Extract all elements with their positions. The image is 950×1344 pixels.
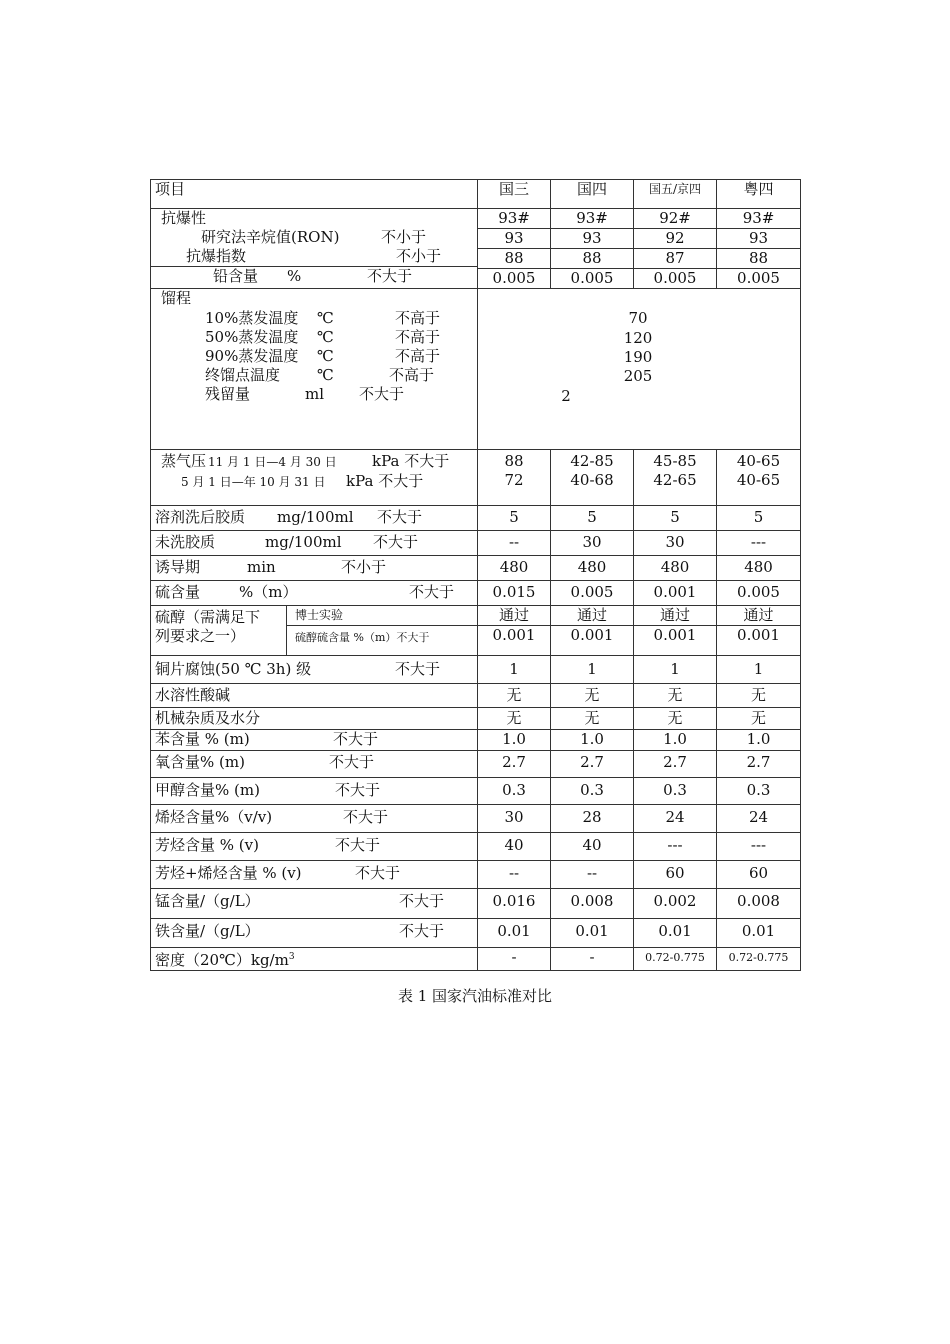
dist-end-unit: ℃ [317,366,334,384]
vapor-unit-2: kPa 不大于 [346,472,424,490]
residue-limit: 不大于 [359,385,405,403]
table-row-sulfur [151,581,801,606]
residue-value: 2 [561,387,571,405]
vapor-winter-value: 88 [504,452,524,470]
dist-end-value: 205 [623,367,653,385]
manganese-value: 0.002 [634,889,717,919]
mercaptan-content-value: 0.001 [478,625,550,645]
table-row-arom-olefin [151,861,801,889]
ron-label: 研究法辛烷值(RON) [201,228,340,246]
header-col-guo5: 国五/京四 [634,180,717,209]
doctor-test-value: 通过 [499,606,530,624]
oxygen-label: 氧含量% (m) [155,753,245,771]
ron-value: 93 [551,228,633,248]
ron-value: 93 [478,228,550,248]
density-value: 0.72-0.775 [717,948,801,971]
gum-unwashed-label: 未洗胶质 [155,533,216,551]
manganese-limit: 不大于 [399,892,445,910]
induction-value: 480 [634,556,717,581]
dist-end-label: 终馏点温度 [205,366,281,384]
mercaptan-content-value: 0.001 [551,625,633,645]
iron-label: 铁含量/（g/L） [155,922,260,940]
benzene-value: 1.0 [717,730,801,751]
dist-50-unit: ℃ [317,328,334,346]
lead-value: 0.005 [717,268,800,288]
density-value: - [551,948,634,971]
lead-unit: % [287,267,302,285]
dist-10-label: 10%蒸发温度 [205,309,299,327]
sulfur-unit: %（m） [239,583,298,601]
dist-90-limit: 不高于 [395,347,441,365]
lead-label: 铅含量 [213,267,259,285]
doctor-test-value: 通过 [660,606,691,624]
header-col-guo4: 国四 [551,180,634,209]
doctor-test-value: 通过 [743,606,774,624]
doctor-test-label: 博士实验 [295,608,344,622]
table-row-density [151,948,801,971]
impurity-label: 机械杂质及水分 [151,708,478,730]
lead-value: 0.005 [478,268,550,288]
iron-limit: 不大于 [399,922,445,940]
lead-limit: 不大于 [367,267,413,285]
gum-washed-value: 5 [717,506,801,531]
aromatic-limit: 不大于 [335,836,381,854]
aromatic-label: 芳烃含量 % (v) [155,836,259,854]
density-unit-exponent: 3 [288,952,295,962]
impurity-value: 无 [717,708,801,730]
iron-value: 0.01 [717,919,801,948]
mercaptan-label-line2: 列要求之一） [155,627,246,645]
induction-value: 480 [478,556,551,581]
antiknock-title: 抗爆性 [161,209,207,227]
gum-unwashed-limit: 不大于 [373,533,419,551]
sulfur-value: 0.005 [551,581,634,606]
dist-90-value: 190 [623,348,653,366]
doctor-test-value: 通过 [577,606,608,624]
gum-washed-label: 溶剂洗后胶质 [155,508,246,526]
table-row-gum-washed [151,506,801,531]
dist-10-limit: 不高于 [395,309,441,327]
aromatic-value: 40 [551,833,634,861]
oxygen-value: 2.7 [717,751,801,778]
lead-value: 0.005 [551,268,633,288]
distillation-label-cell [151,289,478,450]
gasoline-standard-table [150,179,801,971]
arom-olefin-limit: 不大于 [355,864,401,882]
residue-label: 残留量 [205,385,251,403]
table-row-antiknock [151,209,801,289]
table-caption: 表 1 国家汽油标准对比 [397,987,553,1005]
copper-value: 1 [551,656,634,684]
density-value: - [478,948,551,971]
olefin-value: 24 [717,805,801,833]
density-value: 0.72-0.775 [634,948,717,971]
aromatic-value: 40 [478,833,551,861]
header-col-yue4: 粤四 [717,180,801,209]
gum-washed-value: 5 [551,506,634,531]
vapor-label-cell [151,450,478,506]
sulfur-value: 0.005 [717,581,801,606]
olefin-label: 烯烃含量%（v/v) [155,808,273,826]
vapor-period1: 11 月 1 日—4 月 30 日 [208,455,337,469]
dist-10-unit: ℃ [317,309,334,327]
grade-value: 93# [498,209,530,227]
dist-50-label: 50%蒸发温度 [205,328,299,346]
table-row-induction [151,556,801,581]
dist-90-label: 90%蒸发温度 [205,347,299,365]
arom-olefin-value: 60 [634,861,717,889]
table-row-iron [151,919,801,948]
gum-washed-unit: mg/100ml [277,508,354,526]
distillation-title: 馏程 [161,289,192,307]
benzene-value: 1.0 [634,730,717,751]
gum-washed-limit: 不大于 [377,508,423,526]
table-row-vapor [151,450,801,506]
table-row-oxygen [151,751,801,778]
dist-end-limit: 不高于 [389,366,435,384]
mercaptan-label-line1: 硫醇（需满足下 [155,608,261,626]
induction-unit: min [247,558,276,576]
vapor-summer-value: 42-65 [653,471,697,489]
manganese-label: 锰含量/（g/L） [155,892,260,910]
acid-value: 无 [634,684,717,708]
arom-olefin-value: 60 [717,861,801,889]
aromatic-value: --- [634,833,717,861]
table-row-methanol [151,778,801,805]
table-row-benzene [151,730,801,751]
ron-value: 92 [634,228,716,248]
impurity-value: 无 [478,708,551,730]
oxygen-value: 2.7 [551,751,634,778]
impurity-value: 无 [634,708,717,730]
table-row-olefin [151,805,801,833]
antiknock-label-cell [151,209,478,289]
table-row-manganese [151,889,801,919]
iron-value: 0.01 [478,919,551,948]
arom-olefin-value: -- [551,861,634,889]
copper-value: 1 [634,656,717,684]
vapor-winter-value: 40-65 [736,452,781,470]
olefin-value: 30 [478,805,551,833]
vapor-period2: 5 月 1 日—年 10 月 31 日 [181,475,326,489]
aki-value: 88 [478,248,550,268]
methanol-value: 0.3 [551,778,634,805]
sulfur-value: 0.015 [478,581,551,606]
vapor-label: 蒸气压 [161,452,207,470]
vapor-unit-1: kPa 不大于 [372,452,450,470]
mercaptan-content-value: 0.001 [634,625,716,645]
acid-value: 无 [551,684,634,708]
acid-value: 无 [478,684,551,708]
acid-label: 水溶性酸碱 [151,684,478,708]
gum-unwashed-value: 30 [634,531,717,556]
grade-value: 92# [659,209,691,227]
olefin-value: 28 [551,805,634,833]
gum-washed-value: 5 [634,506,717,531]
olefin-value: 24 [634,805,717,833]
vapor-summer-value: 40-68 [570,471,614,489]
sulfur-label: 硫含量 [155,583,201,601]
methanol-value: 0.3 [717,778,801,805]
density-label: 密度（20℃）kg/m [155,951,289,969]
grade-value: 93# [576,209,608,227]
olefin-limit: 不大于 [343,808,389,826]
lead-value: 0.005 [634,268,716,288]
table-row-impurity [151,708,801,730]
gum-unwashed-value: -- [478,531,551,556]
benzene-value: 1.0 [478,730,551,751]
residue-unit: ml [305,385,325,403]
table-row-gum-unwashed [151,531,801,556]
table-row-acid [151,684,801,708]
gum-washed-value: 5 [478,506,551,531]
header-col-guo3: 国三 [478,180,551,209]
iron-value: 0.01 [551,919,634,948]
ron-value: 93 [717,228,800,248]
mercaptan-content-label: 硫醇硫含量 %（m）不大于 [287,625,477,647]
manganese-value: 0.008 [717,889,801,919]
gum-unwashed-value: --- [717,531,801,556]
copper-limit: 不大于 [395,660,441,678]
manganese-value: 0.008 [551,889,634,919]
methanol-label: 甲醇含量% (m) [155,781,260,799]
vapor-winter-value: 42-85 [570,452,614,470]
oxygen-limit: 不大于 [329,753,375,771]
methanol-value: 0.3 [478,778,551,805]
table-row-aromatic [151,833,801,861]
benzene-limit: 不大于 [333,730,379,748]
induction-limit: 不小于 [341,558,387,576]
aki-limit: 不小于 [396,247,442,265]
aki-label: 抗爆指数 [186,247,247,265]
vapor-summer-value: 72 [504,471,524,489]
dist-50-limit: 不高于 [395,328,441,346]
induction-value: 480 [551,556,634,581]
aki-value: 88 [717,248,800,268]
grade-value: 93# [742,209,775,227]
copper-label: 铜片腐蚀(50 ℃ 3h) 级 [155,660,312,678]
table-header-row [151,180,801,209]
distillation-values-cell [478,289,801,450]
ron-limit: 不小于 [381,228,427,246]
copper-value: 1 [478,656,551,684]
mercaptan-label-cell [151,606,287,656]
induction-value: 480 [717,556,801,581]
iron-value: 0.01 [634,919,717,948]
vapor-summer-value: 40-65 [736,471,781,489]
aki-value: 87 [634,248,716,268]
benzene-value: 1.0 [551,730,634,751]
benzene-label: 苯含量 % (m) [155,730,250,748]
dist-10-value: 70 [628,309,648,327]
manganese-value: 0.016 [478,889,551,919]
mercaptan-content-value: 0.001 [717,625,800,645]
arom-olefin-value: -- [478,861,551,889]
sulfur-limit: 不大于 [409,583,455,601]
arom-olefin-label: 芳烃+烯烃含量 % (v) [155,864,302,882]
aromatic-value: --- [717,833,801,861]
induction-label: 诱导期 [155,558,201,576]
header-item: 项目 [151,180,478,209]
table-row-copper [151,656,801,684]
dist-90-unit: ℃ [317,347,334,365]
sulfur-value: 0.001 [634,581,717,606]
table-row-distillation [151,289,801,450]
methanol-value: 0.3 [634,778,717,805]
gum-unwashed-unit: mg/100ml [265,533,342,551]
oxygen-value: 2.7 [478,751,551,778]
gum-unwashed-value: 30 [551,531,634,556]
vapor-winter-value: 45-85 [653,452,697,470]
acid-value: 无 [717,684,801,708]
oxygen-value: 2.7 [634,751,717,778]
aki-value: 88 [551,248,633,268]
methanol-limit: 不大于 [335,781,381,799]
impurity-value: 无 [551,708,634,730]
table-row-mercaptan [151,606,801,656]
dist-50-value: 120 [623,329,653,347]
copper-value: 1 [717,656,801,684]
